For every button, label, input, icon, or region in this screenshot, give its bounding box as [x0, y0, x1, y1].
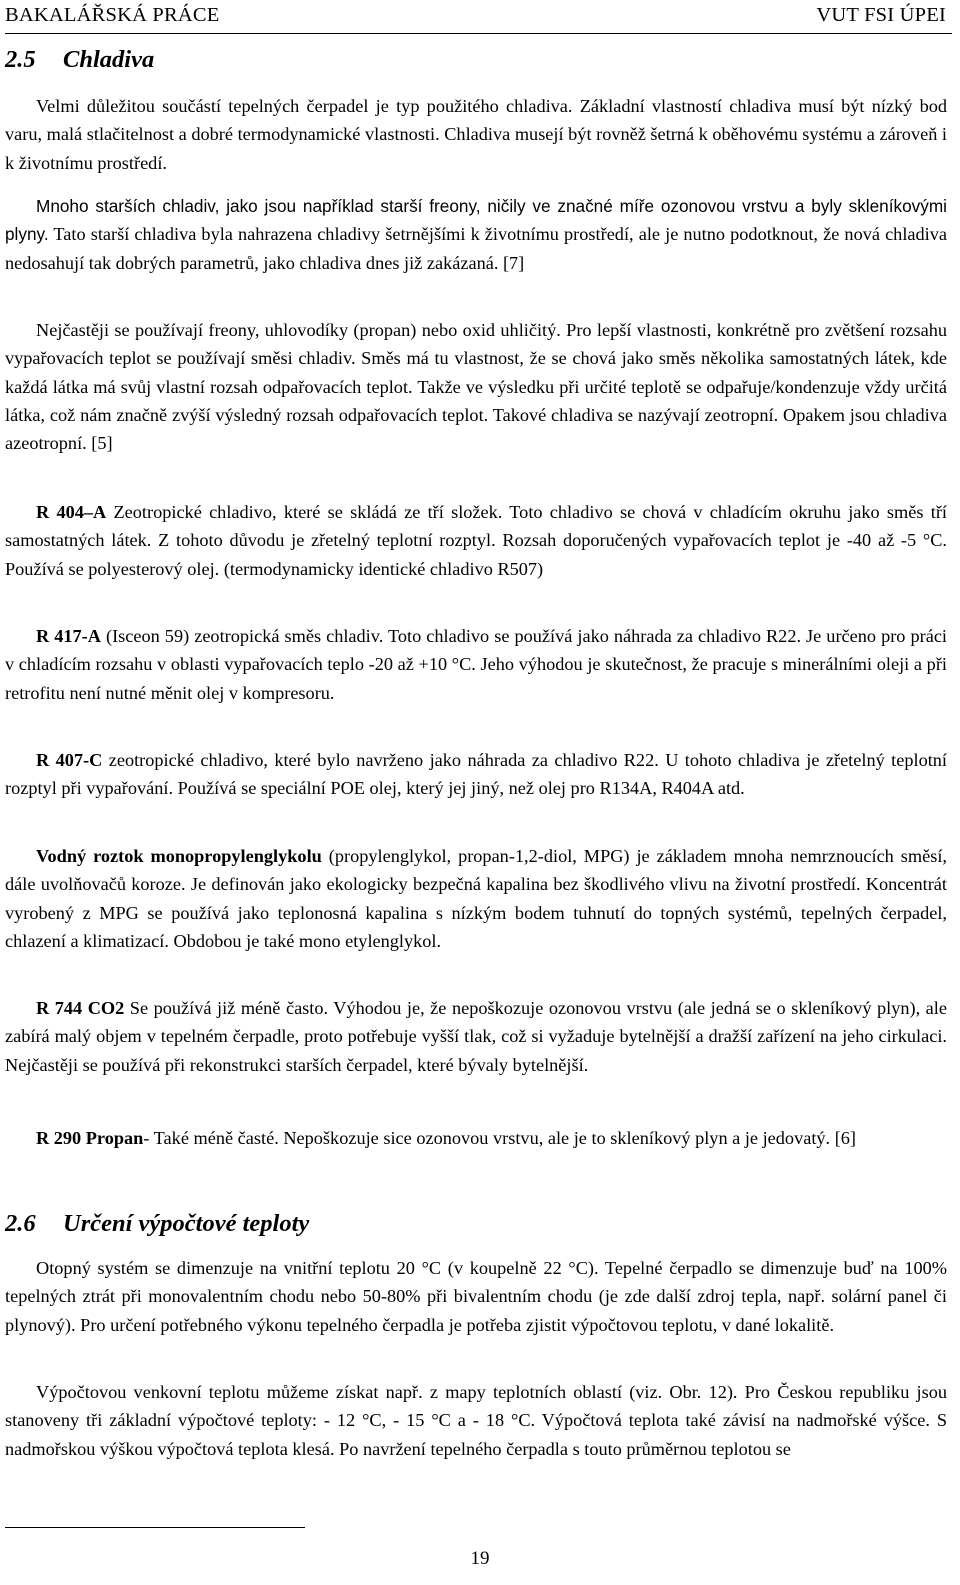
paragraph-mpg: [5, 842, 947, 955]
paragraph-mixtures: [5, 316, 947, 457]
paragraph-intro: [5, 92, 947, 177]
paragraph-r407c: [5, 746, 947, 803]
paragraph-text: Se používá již méně často. Výhodou je, že nepoškozuje ozonovou vrstvu (ale jedná se o skleníkový plyn), ale zabírá malý objem v tepelném čerpadle, proto potřebuje vyšší tlak, což si vyžaduje bytelnější a dražší zařízení na jeho cirkulaci. Nejčastěji se používá při rekonstrukci starších čerpadel, které bývaly bytelnější.: [5, 998, 947, 1075]
paragraph-text: Nejčastěji se používají freony, uhlovodíky (propan) nebo oxid uhličitý. Pro lepší vlastnosti, konkrétně pro zvětšení rozsahu vypařovacích teplot se používají směsi chladiv. Směs má tu vlastnost, že se chová jako směs několika samostatných látek, kde každá látka má svůj vlastní rozsah odpařovacích teplot. Takže ve výsledku při určité teplotě se odpařuje/kondenzuje vždy určitá látka, což nám značně zvýší výsledný rozsah odpařovacích teplot. Takové chladiva se nazývají zeotropní. Opakem jsou chladiva azeotropní. [5]: [5, 320, 947, 454]
paragraph-text: - Také méně časté. Nepoškozuje sice ozonovou vrstvu, ale je to skleníkový plyn a je jedovatý. [6]: [143, 1128, 857, 1148]
paragraph-text: (Isceon 59) zeotropická směs chladiv. Toto chladivo se používá jako náhrada za chladivo R22. Je určeno pro práci v chladícím rozsahu v oblasti vypařovacích teplo -20 až +10 °C. Jeho výhodou je skutečnost, že pracuje s minerálními oleji a při retrofitu není nutné měnit olej v kompresoru.: [5, 626, 948, 703]
header-divider: [5, 33, 952, 34]
page-number: 19: [470, 1548, 490, 1569]
refrigerant-name: Vodný roztok monopropylenglykolu: [36, 846, 322, 866]
paragraph-r290: [5, 1124, 947, 1152]
section-title: Chladiva: [63, 46, 155, 73]
paragraph-r417a: [5, 622, 947, 707]
paragraph-r744: [5, 994, 947, 1079]
refrigerant-name: R 417-A: [36, 626, 101, 646]
paragraph-text: zeotropické chladivo, které bylo navrženo jako náhrada za chladivo R22. U tohoto chladiva je zřetelný teplotní rozptyl při vypařování. Používá se speciální POE olej, který jej jiný, než olej pro R134A, R404A atd.: [5, 750, 948, 799]
header-thesis-type: BAKALÁŘSKÁ PRÁCE: [5, 4, 220, 26]
paragraph-text: Zeotropické chladivo, které se skládá ze tří složek. Toto chladivo se chová v chladícím okruhu jako směs tří samostatných látek. Z tohoto důvodu je zřetelný teplotní rozptyl. Rozsah doporučených vypařovacích teplot je -40 až -5 °C. Používá se polyesterový olej. (termodynamicky identické chladivo R507): [5, 502, 947, 579]
paragraph-r404a: [5, 498, 947, 583]
section-heading-2-6: [5, 1210, 309, 1238]
paragraph-text: Velmi důležitou součástí tepelných čerpadel je typ použitého chladiva. Základní vlastností chladiva musí být nízký bod varu, malá stlačitelnost a dobré termodynamické vlastnosti. Chladiva musejí být rovněž šetrná k oběhovému systému a zároveň i k životnímu prostředí.: [5, 96, 947, 173]
paragraph-text: Výpočtovou venkovní teplotu můžeme získat např. z mapy teplotních oblastí (viz. Obr. 12). Pro Českou republiku jsou stanoveny tři základní výpočtové teploty: - 12 °C, - 15 °C a - 18 °C. Výpočtová teplota také závisí na nadmořské výšce. S nadmořskou výškou výpočtová teplota klesá. Po navržení tepelného čerpadla s touto průměrnou teplotou se: [5, 1382, 947, 1459]
paragraph-text: (propylenglykol, propan-1,2-diol, MPG) je základem mnoha nemrznoucích směsí, dále uvolňovačů koroze. Je definován jako ekologicky bezpečná kapalina bez škodlivého vlivu na životní prostředí. Koncentrát vyrobený z MPG se používá jako teplonosná kapalina s nízkým bodem tuhnutí do topných systémů, tepelných čerpadel, chlazení a klimatizací. Obdobou je také mono etylenglykol.: [5, 846, 947, 951]
footer-divider: [5, 1527, 305, 1528]
refrigerant-name: R 744 CO2: [36, 998, 125, 1018]
section-title: Určení výpočtové teploty: [63, 1210, 310, 1237]
paragraph-text: Tato starší chladiva byla nahrazena chladivy šetrnějšími k životnímu prostředí, ale je nutno podotknout, že nová chladiva nedosahují tak dobrých parametrů, jako chladiva dnes již zakázaná. [7]: [5, 224, 947, 273]
paragraph-design-temperature: [5, 1254, 947, 1339]
refrigerant-name: R 404–A: [36, 502, 107, 522]
refrigerant-name: R 290 Propan: [36, 1128, 144, 1148]
header-institution: VUT FSI ÚPEI: [816, 4, 946, 26]
paragraph-old-refrigerants: [5, 192, 947, 277]
refrigerant-name: R 407-C: [36, 750, 103, 770]
section-number: 2.5: [5, 46, 36, 73]
section-heading-2-5: [5, 46, 154, 74]
section-number: 2.6: [5, 1210, 36, 1237]
paragraph-outdoor-temperature: [5, 1378, 947, 1463]
paragraph-text-sans: Mnoho starších chladiv, jako jsou například starší freony, ničily ve značné míře ozonovou vrstvu a byly skleníkovými plyny.: [5, 196, 947, 245]
paragraph-text: Otopný systém se dimenzuje na vnitřní teplotu 20 °C (v koupelně 22 °C). Tepelné čerpadlo se dimenzuje buď na 100% tepelných ztrát při monovalentním chodu nebo 50-80% při bivalentním chodu (je zde další zdroj tepla, např. solární panel či plynový). Pro určení potřebného výkonu tepelného čerpadla je potřeba zjistit výpočtovou teplotu, v dané lokalitě.: [5, 1258, 947, 1335]
